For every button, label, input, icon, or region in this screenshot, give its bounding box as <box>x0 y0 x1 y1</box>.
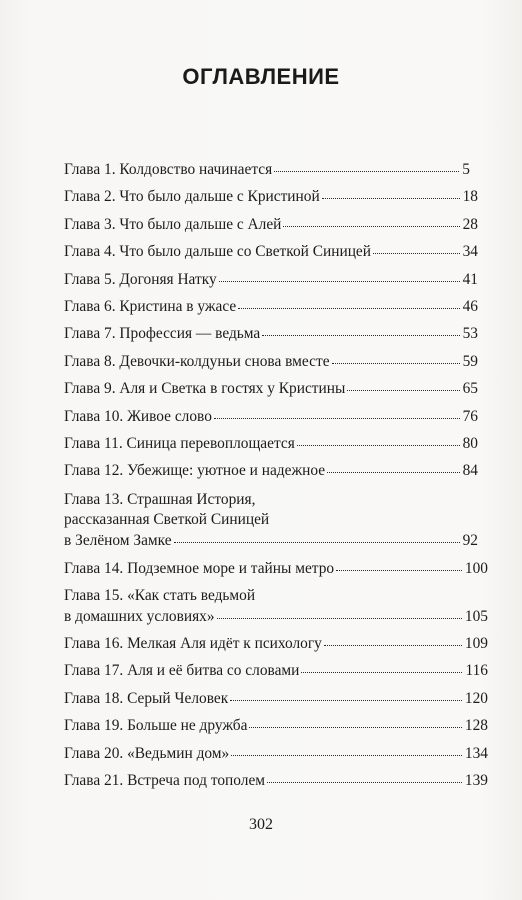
toc-entry-page: 128 <box>464 717 488 735</box>
toc-entry-page: 46 <box>462 297 478 315</box>
dot-leader <box>249 726 461 728</box>
page-number: 302 <box>249 816 273 833</box>
toc-entry <box>64 630 488 657</box>
toc-entry-title: Глава 21. Встреча под тополем <box>64 772 266 790</box>
toc-entry-title: Глава 15. «Как стать ведьмой <box>64 587 256 605</box>
toc-entry <box>64 582 488 630</box>
toc-entry-title: Глава 10. Живое слово <box>64 407 212 425</box>
toc-entry-page: 5 <box>462 161 470 178</box>
dot-leader <box>327 471 460 473</box>
toc-entry-title: Глава 8. Девочки-колдуньи снова вместе <box>64 352 330 370</box>
toc-entry-page: 109 <box>464 635 488 653</box>
dot-leader <box>217 617 462 619</box>
toc-entry <box>64 266 488 293</box>
toc-entry-title: Глава 6. Кристина в ужасе <box>64 297 237 315</box>
toc-entry-page: 80 <box>462 434 478 452</box>
toc-entry <box>64 657 488 684</box>
toc-entry-page: 100 <box>464 559 488 577</box>
page-title: ОГЛАВЛЕНИЕ <box>182 64 340 89</box>
toc-entry-title: Глава 1. Колдовство начинается <box>64 161 273 178</box>
toc-entry-page: 59 <box>462 352 478 370</box>
dot-leader <box>322 197 460 199</box>
table-of-contents <box>64 156 488 794</box>
dot-leader <box>373 252 460 254</box>
dot-leader <box>262 334 459 336</box>
toc-entry <box>64 485 488 555</box>
dot-leader <box>283 225 459 227</box>
toc-entry <box>64 320 488 347</box>
toc-entry-title: Глава 19. Больше не дружба <box>64 717 248 735</box>
toc-entry-title: Глава 4. Что было дальше со Светкой Синицей <box>64 243 371 261</box>
toc-entry-title: Глава 17. Аля и её битва со словами <box>64 662 300 680</box>
toc-entry-title: Глава 11. Синица перевоплощается <box>64 434 295 452</box>
toc-entry <box>64 740 488 767</box>
toc-entry-page: 92 <box>462 531 478 549</box>
dot-leader <box>336 569 462 571</box>
toc-entry-page: 84 <box>462 462 478 480</box>
toc-entry <box>64 555 488 582</box>
toc-entry <box>64 348 488 375</box>
toc-entry-page: 134 <box>464 744 488 762</box>
toc-entry-title-continued: в домашних условиях» <box>64 608 215 626</box>
toc-entry-title-continued: рассказанная Светкой Синицей <box>64 510 270 528</box>
toc-entry-title: Глава 7. Профессия — ведьма <box>64 325 261 343</box>
toc-entry-page: 105 <box>464 608 488 626</box>
toc-entry-page: 116 <box>465 662 488 680</box>
toc-entry-title: Глава 18. Серый Человек <box>64 689 229 707</box>
toc-entry-title: Глава 13. Страшная История, <box>64 490 256 508</box>
dot-leader <box>219 280 460 282</box>
toc-entry-title: Глава 20. «Ведьмин дом» <box>64 744 230 762</box>
dot-leader <box>347 389 459 391</box>
dot-leader <box>297 444 460 446</box>
toc-entry-page: 18 <box>462 188 478 206</box>
dot-leader <box>324 644 462 646</box>
toc-entry <box>64 238 488 265</box>
toc-entry-title: Глава 14. Подземное море и тайны метро <box>64 559 335 577</box>
toc-entry-title: Глава 9. Аля и Светка в гостях у Кристины <box>64 380 346 398</box>
toc-entry-page: 76 <box>462 407 478 425</box>
dot-leader <box>238 307 459 309</box>
toc-entry <box>64 712 488 739</box>
toc-entry <box>64 685 488 712</box>
dot-leader <box>267 781 462 783</box>
toc-entry-page: 28 <box>462 215 478 233</box>
toc-entry-title: Глава 5. Догоняя Натку <box>64 270 217 288</box>
toc-entry-page: 41 <box>462 270 478 288</box>
toc-entry <box>64 457 488 484</box>
toc-entry-page: 65 <box>462 380 478 398</box>
toc-entry <box>64 430 488 457</box>
dot-leader <box>301 671 462 673</box>
dot-leader <box>230 699 462 701</box>
toc-entry-title: Глава 2. Что было дальше с Кристиной <box>64 188 320 206</box>
dot-leader <box>332 362 460 364</box>
toc-entry <box>64 211 488 238</box>
toc-entry-page: 120 <box>464 689 488 707</box>
toc-entry <box>64 293 488 320</box>
toc-entry-title-continued: в Зелёном Замке <box>64 531 172 549</box>
toc-entry <box>64 375 488 402</box>
toc-entry-title: Глава 3. Что было дальше с Алей <box>64 215 282 233</box>
toc-entry-page: 34 <box>462 243 478 261</box>
toc-entry-page: 53 <box>462 325 478 343</box>
dot-leader <box>231 754 462 756</box>
dot-leader <box>214 417 460 419</box>
dot-leader <box>274 170 459 172</box>
toc-entry-title: Глава 16. Мелкая Аля идёт к психологу <box>64 635 322 653</box>
toc-entry <box>64 183 488 210</box>
toc-entry <box>64 403 488 430</box>
toc-entry-title: Глава 12. Убежище: уютное и надежное <box>64 462 326 480</box>
toc-entry <box>64 156 488 183</box>
toc-entry <box>64 767 488 794</box>
toc-entry-page: 139 <box>464 772 488 790</box>
dot-leader <box>174 541 460 543</box>
